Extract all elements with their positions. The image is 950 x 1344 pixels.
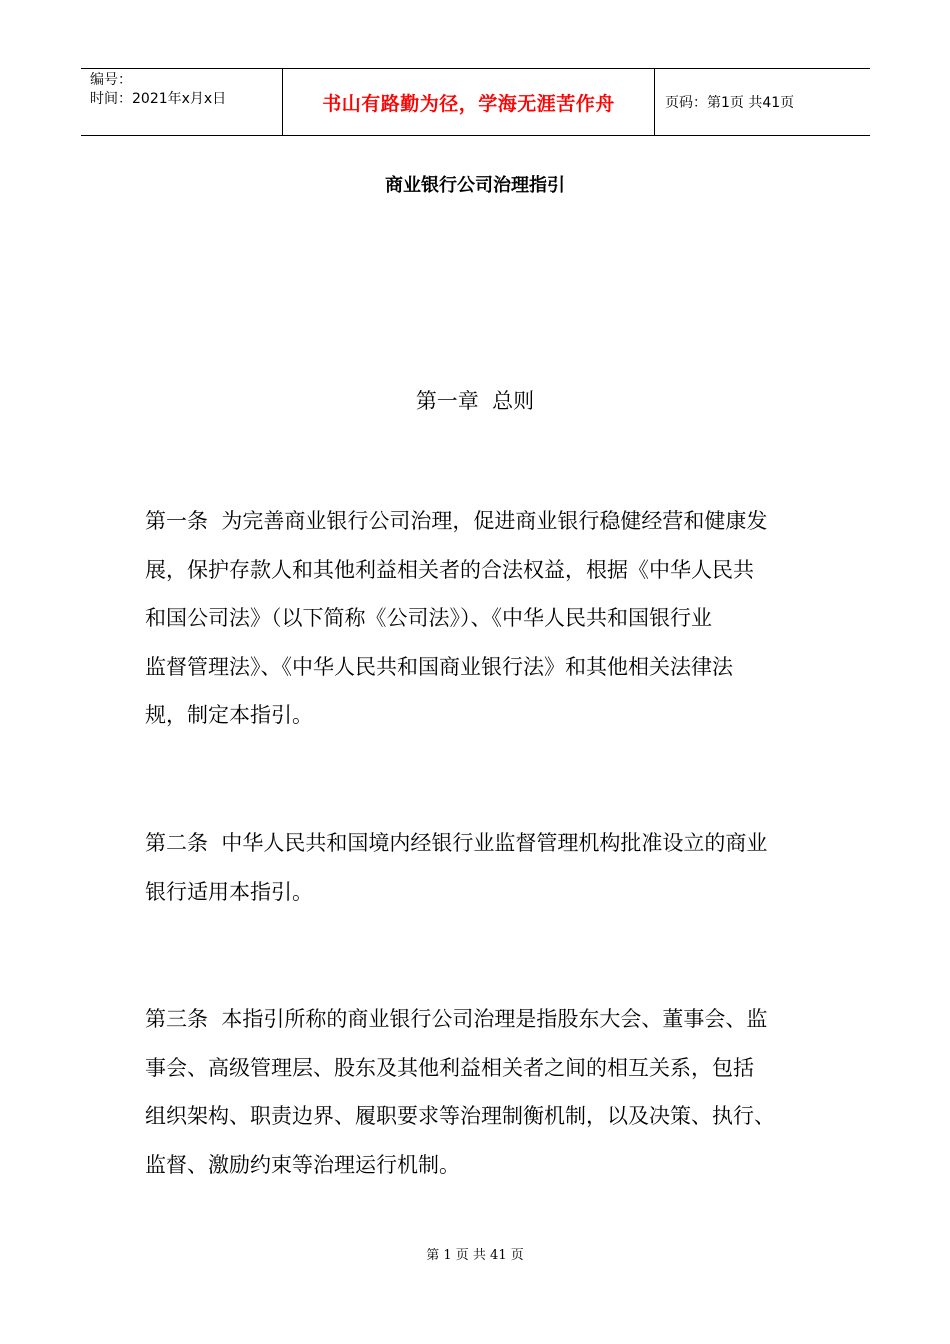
header-motto: 书山有路勤为径，学海无涯苦作舟 — [322, 92, 615, 115]
chapter-heading: 第一章 总则 — [415, 389, 535, 413]
document-date-label: 时间：2021年x月x日 — [90, 91, 227, 107]
article-line: 监督管理法》、《中华人民共和国商业银行法》和其他相关法律法 — [145, 654, 733, 679]
article-line: 和国公司法》（以下简称《公司法》）、《中华人民共和国银行业 — [145, 606, 712, 630]
document-title: 商业银行公司治理指引 — [385, 175, 565, 196]
article-1 — [145, 497, 810, 740]
header-motto-cell — [282, 69, 655, 135]
article-line: 第一条 为完善商业银行公司治理，促进商业银行稳健经营和健康发 — [145, 509, 768, 533]
article-2 — [145, 819, 810, 916]
article-line: 规，制定本指引。 — [145, 703, 313, 727]
article-line: 第二条 中华人民共和国境内经银行业监督管理机构批准设立的商业 — [145, 831, 768, 855]
document-number-label: 编号： — [90, 72, 132, 88]
article-line: 监督、激励约束等治理运行机制。 — [145, 1152, 460, 1177]
header-page-info: 页码：第1页 共41页 — [665, 95, 795, 111]
page-footer: 第 1 页 共 41 页 — [426, 1248, 524, 1263]
article-line: 第三条 本指引所称的商业银行公司治理是指股东大会、董事会、监 — [145, 1007, 768, 1031]
article-3 — [145, 995, 810, 1189]
header-meta-cell — [81, 69, 282, 135]
header-page-cell — [655, 69, 870, 135]
article-line: 银行适用本指引。 — [145, 879, 313, 904]
document-header — [81, 68, 870, 136]
article-line: 展，保护存款人和其他利益相关者的合法权益，根据《中华人民共 — [145, 557, 754, 582]
article-line: 组织架构、职责边界、履职要求等治理制衡机制，以及决策、执行、 — [145, 1104, 775, 1128]
article-line: 事会、高级管理层、股东及其他利益相关者之间的相互关系，包括 — [145, 1055, 754, 1080]
